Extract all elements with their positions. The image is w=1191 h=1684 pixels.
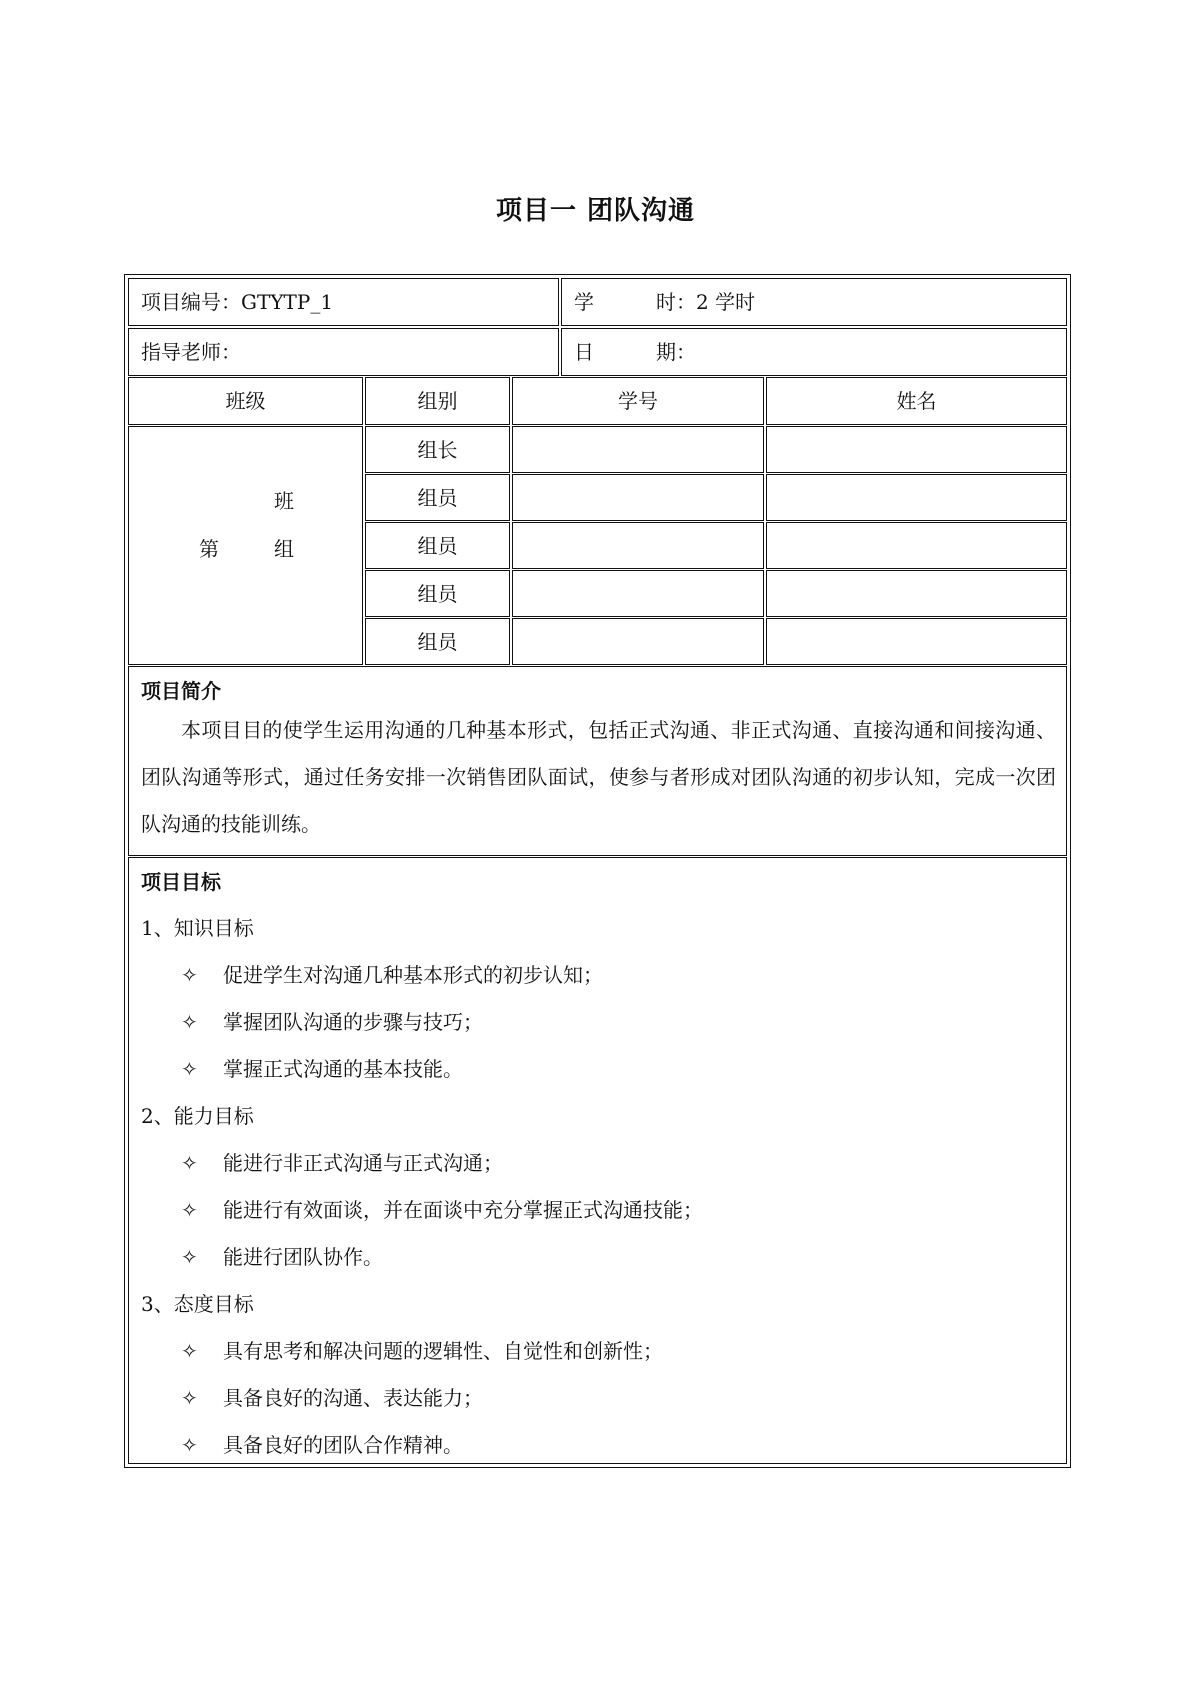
- class-label-ban: 班: [274, 489, 294, 513]
- goal-item: ✧ 掌握正式沟通的基本技能。: [181, 1057, 463, 1081]
- student-id-cell: [512, 474, 764, 521]
- diamond-bullet-icon: ✧: [181, 1198, 198, 1222]
- name-cell: [766, 474, 1067, 521]
- goal-item: ✧ 具备良好的团队合作精神。: [181, 1433, 463, 1457]
- date-cell: [561, 328, 1067, 376]
- date-value: 期：: [656, 340, 696, 364]
- goal-item: ✧ 能进行团队协作。: [181, 1245, 383, 1269]
- project-number-cell: [128, 278, 559, 326]
- diamond-bullet-icon: ✧: [181, 1151, 198, 1175]
- date-label: 日: [574, 340, 594, 364]
- header-name: 姓名: [766, 377, 1067, 425]
- goal-group-title: 2、能力目标: [141, 1104, 254, 1128]
- student-id-cell: [512, 618, 764, 665]
- diamond-bullet-icon: ✧: [181, 1386, 198, 1410]
- intro-heading: 项目简介: [141, 679, 221, 703]
- diamond-bullet-icon: ✧: [181, 1433, 198, 1457]
- student-id-cell: [512, 522, 764, 569]
- student-id-cell: [512, 426, 764, 473]
- role-cell: 组员: [365, 618, 510, 665]
- role-cell: 组员: [365, 570, 510, 617]
- goal-item: ✧ 能进行非正式沟通与正式沟通；: [181, 1151, 503, 1175]
- name-cell: [766, 618, 1067, 665]
- goal-item: ✧ 具备良好的沟通、表达能力；: [181, 1386, 483, 1410]
- teacher-label: 指导老师：: [141, 340, 241, 364]
- goal-item: ✧ 能进行有效面谈，并在面谈中充分掌握正式沟通技能；: [181, 1198, 703, 1222]
- name-cell: [766, 426, 1067, 473]
- class-group-cell: [128, 426, 363, 665]
- intro-text: 本项目目的使学生运用沟通的几种基本形式，包括正式沟通、非正式沟通、直接沟通和间接沟通、团队沟通等形式，通过任务安排一次销售团队面试，使参与者形成对团队沟通的初步认知，完成一次团队沟通的技能训练。: [141, 718, 1056, 836]
- diamond-bullet-icon: ✧: [181, 963, 198, 987]
- goals-section: [128, 857, 1067, 1464]
- diamond-bullet-icon: ✧: [181, 1245, 198, 1269]
- goal-item: ✧ 具有思考和解决问题的逻辑性、自觉性和创新性；: [181, 1339, 663, 1363]
- project-number: 项目编号：GTYTP_1: [141, 290, 334, 314]
- diamond-bullet-icon: ✧: [181, 1010, 198, 1034]
- header-student-id: 学号: [512, 377, 764, 425]
- student-id-cell: [512, 570, 764, 617]
- role-cell: 组长: [365, 426, 510, 473]
- role-cell: 组员: [365, 474, 510, 521]
- hours-cell: [561, 278, 1067, 326]
- goals-heading: 项目目标: [141, 870, 221, 894]
- hours-label: 学: [574, 290, 594, 314]
- goal-group-title: 1、知识目标: [141, 916, 254, 940]
- header-class: 班级: [128, 377, 363, 425]
- teacher-cell: [128, 328, 559, 376]
- goal-item: ✧ 掌握团队沟通的步骤与技巧；: [181, 1010, 483, 1034]
- form-frame: [128, 278, 1067, 1464]
- diamond-bullet-icon: ✧: [181, 1057, 198, 1081]
- class-label-di: 第: [199, 537, 219, 561]
- role-cell: 组员: [365, 522, 510, 569]
- name-cell: [766, 570, 1067, 617]
- page-title: 项目一 团队沟通: [495, 196, 696, 226]
- name-cell: [766, 522, 1067, 569]
- goal-group-title: 3、态度目标: [141, 1292, 254, 1316]
- class-label-zu: 组: [274, 537, 294, 561]
- project-form: [124, 274, 1071, 1468]
- intro-section: [128, 666, 1067, 856]
- goal-item: ✧ 促进学生对沟通几种基本形式的初步认知；: [181, 963, 603, 987]
- header-group: 组别: [365, 377, 510, 425]
- hours-value: 时：2 学时: [656, 290, 756, 314]
- diamond-bullet-icon: ✧: [181, 1339, 198, 1363]
